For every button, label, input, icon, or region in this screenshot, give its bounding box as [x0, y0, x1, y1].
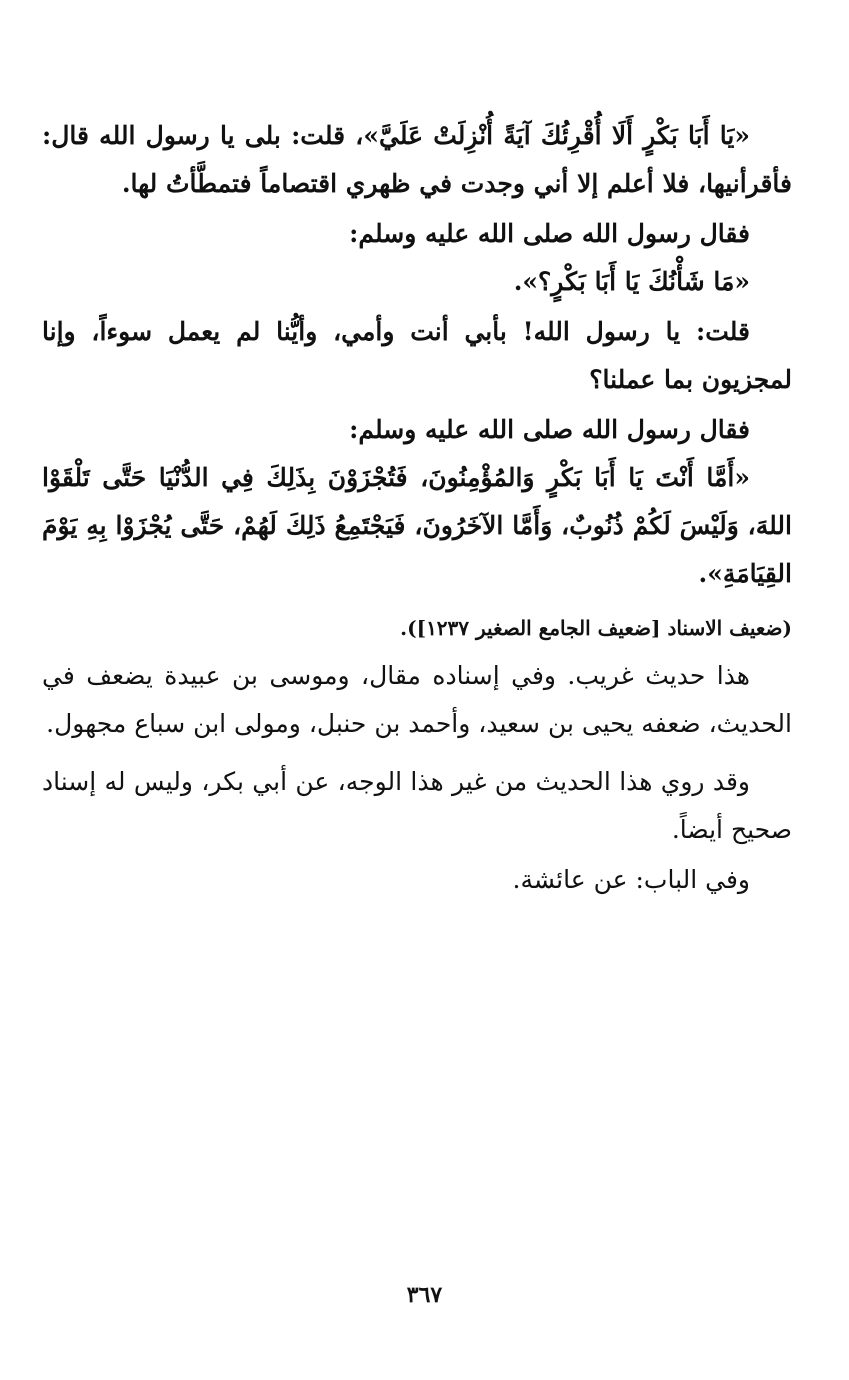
prophet-answer: «أَمَّا أَنْتَ يَا أَبَا بَكْرٍ وَالمُؤْمِنُونَ، فَتُجْزَوْنَ بِذَلِكَ فِي الدُّنْيَا حَتَّى تَلْقَوْا اللهَ، وَلَيْسَ لَكُمْ ذُنُوبٌ، وَأَمَّا الآخَرُونَ، فَيَجْتَمِعُ ذَلِكَ لَهُمْ، حَتَّى يُجْزَوْا بِهِ يَوْمَ القِيَامَةِ». [42, 463, 792, 588]
commentary-paragraph-3: وفي الباب: عن عائشة. [512, 865, 750, 894]
narrator-line-2: فقال رسول الله صلى الله عليه وسلم: [349, 415, 750, 444]
commentary-paragraph-2: وقد روي هذا الحديث من غير هذا الوجه، عن أبي بكر، وليس له إسناد صحيح أيضاً. [42, 767, 792, 844]
abu-bakr-reply: قلت: يا رسول الله! بأبي أنت وأمي، وأيُّنا لم يعمل سوءاً، وإنا لمجزيون بما عملنا؟ [42, 317, 792, 394]
page-body [42, 112, 792, 904]
page-number: ٣٦٧ [406, 1282, 443, 1308]
prophet-question: «مَا شَأْنُكَ يَا أَبَا بَكْرٍ؟». [513, 267, 750, 296]
hadith-paragraph-1: «يَا أَبَا بَكْرٍ أَلَا أُقْرِئُكَ آيَةً أُنْزِلَتْ عَلَيَّ»، قلت: بلى يا رسول الله قال: فأقرأنيها، فلا أعلم إلا أني وجدت في ظهري اقتصاماً فتمطَّأتُ لها. [42, 121, 792, 198]
narrator-line-1: فقال رسول الله صلى الله عليه وسلم: [349, 219, 750, 248]
grading-note: (ضعيف الاسناد [ضعيف الجامع الصغير ١٢٣٧]). [400, 616, 792, 640]
commentary-paragraph-1: هذا حديث غريب. وفي إسناده مقال، وموسى بن عبيدة يضعف في الحديث، ضعفه يحيى بن سعيد، وأحمد بن حنبل، ومولى ابن سباع مجهول. [42, 661, 792, 738]
